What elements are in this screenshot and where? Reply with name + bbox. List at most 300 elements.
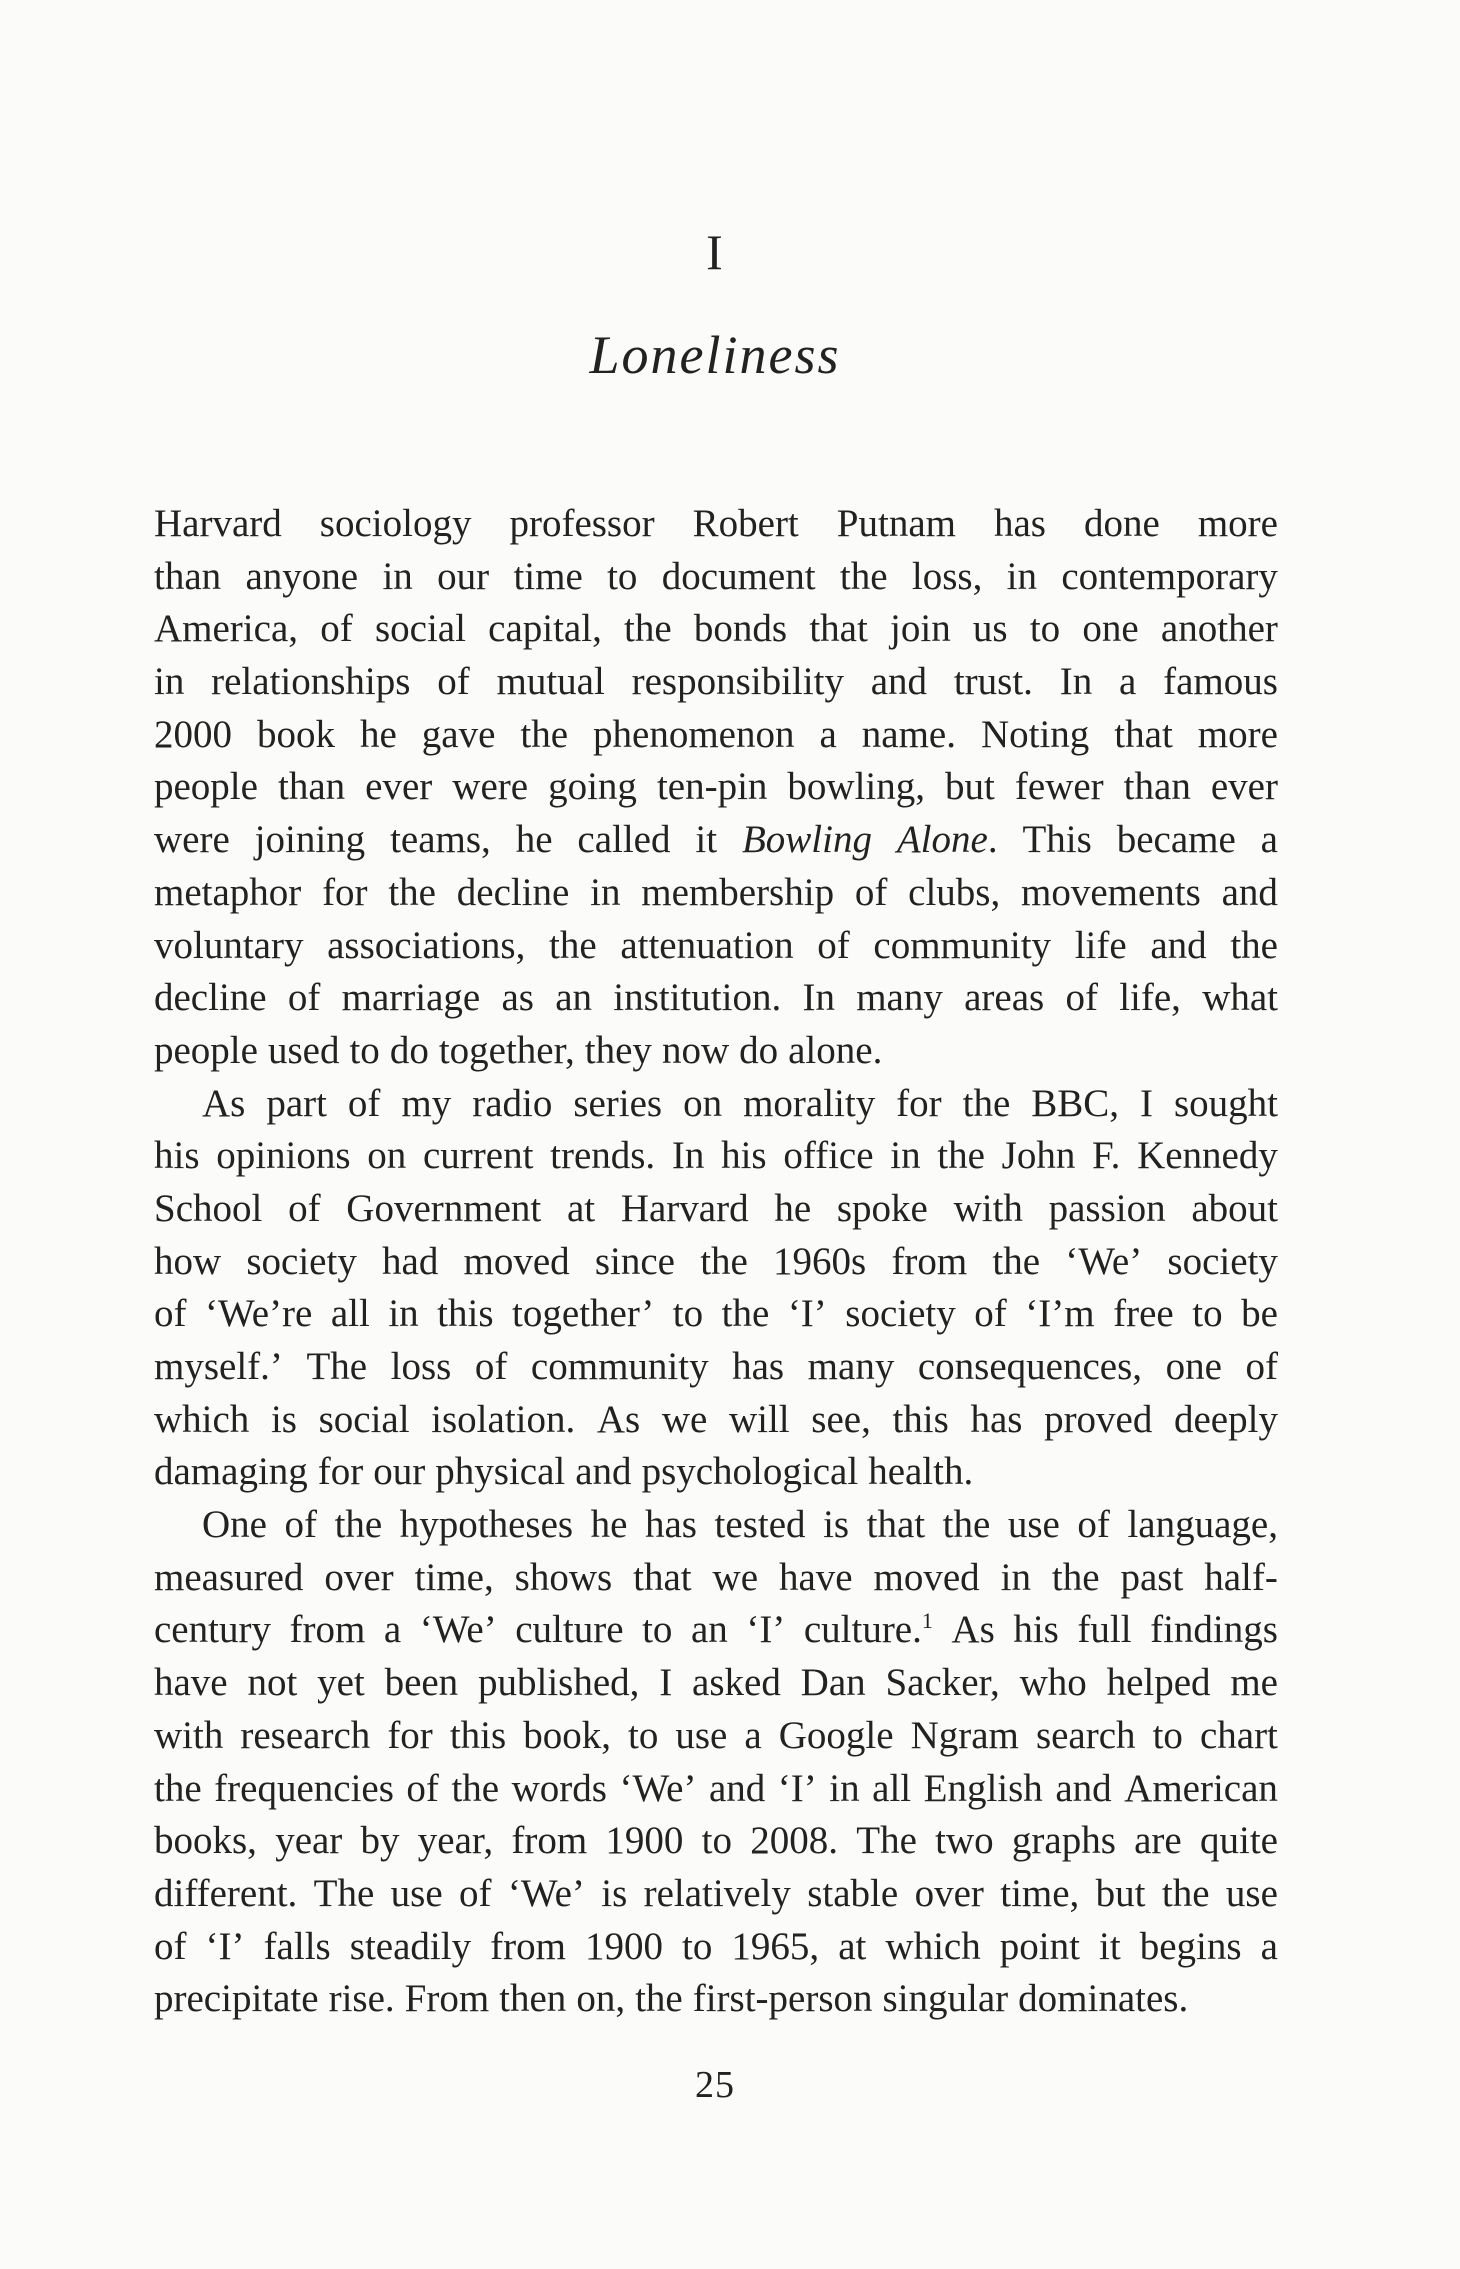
word: rise. — [328, 1977, 395, 2021]
word: has — [732, 1345, 785, 1388]
text-line — [154, 1604, 1278, 1657]
word: to — [1152, 1713, 1183, 1757]
text-line — [154, 1288, 1278, 1341]
word: community — [873, 923, 1052, 967]
word: than — [277, 765, 346, 809]
word: in — [154, 660, 185, 704]
word: bonds — [693, 607, 788, 651]
word: culture — [515, 1608, 624, 1652]
word: a — [1260, 818, 1278, 862]
word: ‘I’m — [1025, 1292, 1095, 1336]
word: a — [1260, 1924, 1278, 1968]
text-line — [154, 1868, 1278, 1921]
word: all — [872, 1766, 912, 1810]
word: Google — [778, 1713, 894, 1757]
word: he — [515, 818, 553, 862]
word: Sacker, — [885, 1661, 1000, 1705]
word: sociology — [319, 502, 472, 545]
chapter-title: Loneliness — [589, 325, 841, 385]
word: about — [1191, 1186, 1278, 1230]
word: chart — [1199, 1713, 1278, 1757]
word: tested — [714, 1503, 806, 1547]
word: past — [1120, 1555, 1184, 1599]
word: Putnam — [836, 502, 956, 545]
word: alone. — [788, 1028, 883, 1072]
word: part — [266, 1081, 327, 1125]
word: The — [306, 1345, 368, 1388]
word: As — [202, 1081, 246, 1125]
word: time — [513, 554, 583, 598]
word: life, — [1119, 976, 1181, 1020]
word: of — [288, 1186, 321, 1230]
word: the — [962, 1081, 1011, 1125]
word: Bowling — [741, 818, 872, 862]
word: by — [360, 1819, 400, 1863]
word: will — [728, 1397, 790, 1441]
word: with — [154, 1713, 224, 1757]
word: ‘We’ — [507, 1871, 585, 1915]
word: century — [154, 1608, 271, 1652]
word: psychological — [641, 1450, 859, 1494]
word: our — [437, 554, 490, 598]
word: used — [267, 1028, 340, 1072]
word: the — [549, 923, 597, 967]
text-line — [154, 551, 1278, 604]
word: the — [334, 1503, 383, 1547]
word: together’ — [512, 1292, 655, 1336]
word: the — [635, 1977, 683, 2021]
word: of — [817, 923, 850, 967]
word: people — [154, 1028, 258, 1072]
word: research — [240, 1713, 371, 1757]
word: of — [1077, 1503, 1110, 1547]
word: falls — [263, 1924, 331, 1968]
text-line — [154, 709, 1278, 762]
word: mutual — [496, 660, 605, 704]
word: this — [437, 1292, 494, 1336]
word: and — [575, 1450, 632, 1494]
word: join — [890, 607, 951, 651]
word: metaphor — [154, 870, 302, 914]
word: but — [1095, 1871, 1146, 1915]
word: shows — [514, 1555, 613, 1599]
text-line — [154, 814, 1278, 867]
word: his — [154, 1134, 200, 1178]
word: of — [347, 1081, 381, 1125]
word: this — [892, 1397, 949, 1441]
word: published, — [478, 1661, 640, 1705]
word: community — [530, 1345, 709, 1388]
word: in — [382, 554, 413, 598]
word: Harvard — [620, 1186, 749, 1230]
word: at — [566, 1186, 596, 1230]
word: free — [1113, 1292, 1174, 1336]
word: In — [1059, 660, 1093, 704]
word: for — [896, 1081, 942, 1125]
word: many — [856, 976, 943, 1020]
text-line — [154, 1183, 1278, 1236]
word: people — [154, 765, 258, 809]
word: than — [1123, 765, 1191, 809]
word: language, — [1127, 1503, 1278, 1547]
word: the — [624, 607, 672, 651]
word: spoke — [836, 1186, 928, 1230]
word: 1965, — [731, 1924, 820, 1968]
word: office — [783, 1134, 874, 1178]
text-line — [154, 1130, 1278, 1183]
word: do — [739, 1028, 779, 1072]
word: graphs — [1011, 1819, 1116, 1863]
word: on — [367, 1134, 407, 1178]
word: 1900 — [584, 1924, 663, 1968]
word: society — [246, 1239, 357, 1283]
word: of — [284, 1503, 318, 1547]
word: As — [951, 1608, 995, 1652]
word: for — [322, 870, 368, 914]
word: the — [992, 1239, 1041, 1283]
text-line — [154, 920, 1278, 973]
word: helped — [1106, 1661, 1211, 1705]
word: from — [511, 1819, 588, 1863]
word: marriage — [341, 976, 481, 1020]
word: One — [202, 1503, 267, 1547]
word: I — [1140, 1081, 1154, 1125]
word: a — [1118, 660, 1137, 704]
word: see, — [811, 1397, 871, 1441]
word: ten-pin — [656, 765, 768, 809]
word: the — [942, 1503, 991, 1547]
word: at — [838, 1924, 867, 1968]
word: from — [891, 1239, 968, 1283]
word: trends. — [550, 1134, 656, 1178]
word: health. — [868, 1450, 974, 1494]
word: asked — [692, 1661, 781, 1705]
text-line — [154, 498, 1278, 551]
word: ‘We’re — [205, 1292, 313, 1336]
word: the — [388, 870, 436, 914]
word: proved — [1044, 1397, 1153, 1441]
word: the — [700, 1239, 748, 1283]
word: together, — [438, 1028, 575, 1072]
word: relationships — [211, 660, 411, 704]
word: were — [452, 765, 529, 809]
word: over — [914, 1871, 984, 1915]
word: in — [1006, 554, 1037, 598]
word: Alone. — [896, 818, 998, 862]
word: are — [1134, 1819, 1182, 1863]
word: society — [845, 1292, 956, 1336]
word: ‘I’ — [777, 1766, 817, 1810]
word: 1960s — [773, 1239, 867, 1283]
word: The — [313, 1871, 375, 1915]
word: his — [1013, 1608, 1059, 1652]
word: of — [320, 607, 353, 651]
word: current — [422, 1134, 534, 1178]
word: his — [721, 1134, 767, 1178]
word: he — [774, 1186, 812, 1230]
word: begins — [1139, 1924, 1242, 1968]
word: been — [384, 1661, 459, 1705]
word: it — [695, 818, 718, 862]
word: singular — [882, 1977, 1009, 2021]
word: have — [778, 1555, 853, 1599]
word: in — [388, 1292, 419, 1336]
word: of — [406, 1766, 439, 1810]
word: sought — [1173, 1081, 1278, 1125]
word: we — [661, 1397, 708, 1441]
word: ‘We’ — [1065, 1239, 1143, 1283]
word: two — [935, 1819, 994, 1863]
word: the — [154, 1766, 202, 1810]
word: ‘I’ — [787, 1292, 827, 1336]
word: clubs, — [908, 870, 1001, 914]
word: of — [154, 1924, 187, 1968]
word: decline — [154, 976, 267, 1020]
word: and — [708, 1766, 766, 1810]
word: they — [584, 1028, 652, 1072]
text-line — [154, 1921, 1278, 1974]
word: he — [590, 1503, 628, 1547]
word: of — [437, 660, 470, 704]
word: my — [401, 1081, 452, 1125]
word: all — [330, 1292, 370, 1336]
word: that — [866, 1503, 926, 1547]
word: associations, — [327, 923, 526, 967]
word: joining — [254, 818, 366, 862]
word: more — [1197, 502, 1278, 545]
word: is — [270, 1397, 297, 1441]
word: of — [474, 1345, 508, 1388]
word: and — [1055, 1766, 1112, 1810]
word: since — [594, 1239, 675, 1283]
word: bowling, — [787, 765, 926, 809]
word: loss, — [911, 554, 983, 598]
word: and — [1150, 923, 1207, 967]
word: to — [349, 1028, 380, 1072]
word: of — [1065, 976, 1098, 1020]
word: institution. — [613, 976, 782, 1020]
word: who — [1019, 1661, 1087, 1705]
word: not — [247, 1661, 298, 1705]
word: words — [511, 1766, 607, 1810]
word: yet — [317, 1661, 365, 1705]
word: how — [154, 1239, 222, 1283]
word: from — [289, 1608, 366, 1652]
word: professor — [509, 502, 655, 545]
word: in — [1000, 1555, 1031, 1599]
word: responsibility — [631, 660, 844, 704]
word: time, — [414, 1555, 494, 1599]
word: moved — [463, 1239, 570, 1283]
word: to — [642, 1608, 673, 1652]
word: on — [683, 1081, 723, 1125]
word: a — [744, 1713, 762, 1757]
word: F. — [1092, 1134, 1121, 1178]
text-line — [154, 1341, 1278, 1394]
word: year — [275, 1819, 343, 1863]
word: which — [154, 1397, 250, 1441]
word: in — [829, 1766, 860, 1810]
word: different. — [154, 1871, 298, 1915]
word: dominates. — [1018, 1977, 1189, 2021]
word: life — [1074, 923, 1127, 967]
word: has — [970, 1397, 1023, 1441]
word: loss — [390, 1345, 452, 1388]
word: BBC, — [1031, 1081, 1120, 1125]
word: voluntary — [154, 923, 304, 967]
word: ever — [365, 765, 433, 809]
word: called — [577, 818, 671, 862]
word: search — [1035, 1713, 1136, 1757]
text-line — [154, 1710, 1278, 1763]
word: became — [1116, 818, 1236, 862]
word: the — [937, 1134, 985, 1178]
word: is — [823, 1503, 850, 1547]
word: moved — [873, 1555, 980, 1599]
word: our — [373, 1450, 426, 1494]
word: of — [854, 870, 888, 914]
word: to — [607, 554, 638, 598]
word: Noting — [980, 712, 1090, 756]
word: of — [154, 1292, 187, 1336]
text-line — [154, 1025, 1278, 1078]
word: the — [451, 1766, 500, 1810]
word: use — [675, 1713, 728, 1757]
word: social — [374, 607, 466, 651]
word: fewer — [1014, 765, 1104, 809]
word: half- — [1204, 1555, 1278, 1599]
word: Ngram — [910, 1713, 1019, 1757]
word: on, — [576, 1977, 626, 2021]
word: which — [885, 1924, 981, 1968]
word: what — [1202, 976, 1278, 1020]
word: were — [154, 818, 230, 862]
word: to — [1029, 607, 1061, 651]
word: phenomenon — [593, 712, 795, 756]
word: first-person — [692, 1977, 873, 2021]
word: me — [1230, 1661, 1278, 1705]
word: he — [359, 712, 397, 756]
word: America, — [154, 607, 299, 651]
word: the — [839, 554, 888, 598]
word: now — [661, 1028, 730, 1072]
word: hypotheses — [399, 1503, 574, 1547]
word: that — [633, 1555, 692, 1599]
word: in — [890, 1134, 921, 1178]
word: but — [945, 765, 995, 809]
word: social — [318, 1397, 410, 1441]
paragraph — [154, 1078, 1278, 1500]
word: the — [1230, 923, 1278, 967]
body-text — [154, 498, 1278, 2026]
word: have — [154, 1661, 228, 1705]
word: is — [601, 1871, 628, 1915]
word: capital, — [488, 607, 602, 651]
word: this — [449, 1713, 507, 1757]
word: an — [690, 1608, 728, 1652]
text-line — [154, 1446, 1278, 1499]
word: contemporary — [1061, 554, 1278, 598]
text-line — [154, 1394, 1278, 1447]
word: steadily — [349, 1924, 472, 1968]
word: deeply — [1174, 1397, 1278, 1441]
chapter-number: I — [706, 224, 724, 280]
word: This — [1022, 818, 1092, 862]
word: isolation. — [431, 1397, 576, 1441]
word: membership — [641, 870, 835, 914]
word: book — [256, 712, 335, 756]
word: we — [712, 1555, 759, 1599]
word: document — [661, 554, 816, 598]
word: that — [1114, 712, 1173, 756]
word: ever — [1210, 765, 1278, 809]
word: over — [324, 1555, 394, 1599]
word: opinions — [216, 1134, 351, 1178]
text-line — [154, 1973, 1278, 2026]
text-line — [154, 1078, 1278, 1131]
text-line — [154, 656, 1278, 709]
word: 2008. — [750, 1819, 838, 1863]
word: to — [628, 1713, 659, 1757]
word: and — [870, 660, 928, 704]
word: the — [1051, 1555, 1100, 1599]
word: teams, — [390, 818, 491, 862]
word: areas — [964, 976, 1045, 1020]
word: it — [1099, 1924, 1121, 1968]
text-line — [154, 1236, 1278, 1289]
word: of — [974, 1292, 1007, 1336]
text-line — [154, 1763, 1278, 1816]
word: us — [972, 607, 1008, 651]
word: relatively — [643, 1871, 791, 1915]
word: culture.$^1$ — [803, 1608, 933, 1652]
word: of — [459, 1871, 492, 1915]
word: American — [1124, 1766, 1278, 1810]
word: of — [287, 976, 321, 1020]
word: year, — [417, 1819, 494, 1863]
word: that — [809, 607, 868, 651]
word: movements — [1021, 870, 1201, 914]
word: John — [1001, 1134, 1076, 1178]
word: English — [923, 1766, 1043, 1810]
word: to — [672, 1292, 704, 1336]
paragraph — [154, 498, 1278, 1078]
text-line — [154, 1657, 1278, 1710]
word: ‘I’ — [746, 1608, 786, 1652]
word: book, — [523, 1713, 611, 1757]
word: attenuation — [620, 923, 794, 967]
word: Government — [346, 1186, 542, 1230]
word: for — [317, 1450, 364, 1494]
text-line — [154, 867, 1278, 920]
footnote-marker: 1 — [921, 1608, 933, 1634]
word: Robert — [692, 502, 799, 545]
word: one — [1165, 1345, 1222, 1388]
word: point — [999, 1924, 1080, 1968]
text-line — [154, 972, 1278, 1025]
word: to — [1192, 1292, 1223, 1336]
word: than — [154, 554, 222, 598]
word: 2000 — [154, 712, 232, 756]
word: society — [1167, 1239, 1278, 1283]
word: had — [382, 1239, 439, 1283]
word: to — [682, 1924, 713, 1968]
word: School — [154, 1186, 263, 1230]
word: full — [1077, 1608, 1132, 1652]
word: time, — [1000, 1871, 1080, 1915]
word: for — [387, 1713, 433, 1757]
word: has — [645, 1503, 697, 1547]
